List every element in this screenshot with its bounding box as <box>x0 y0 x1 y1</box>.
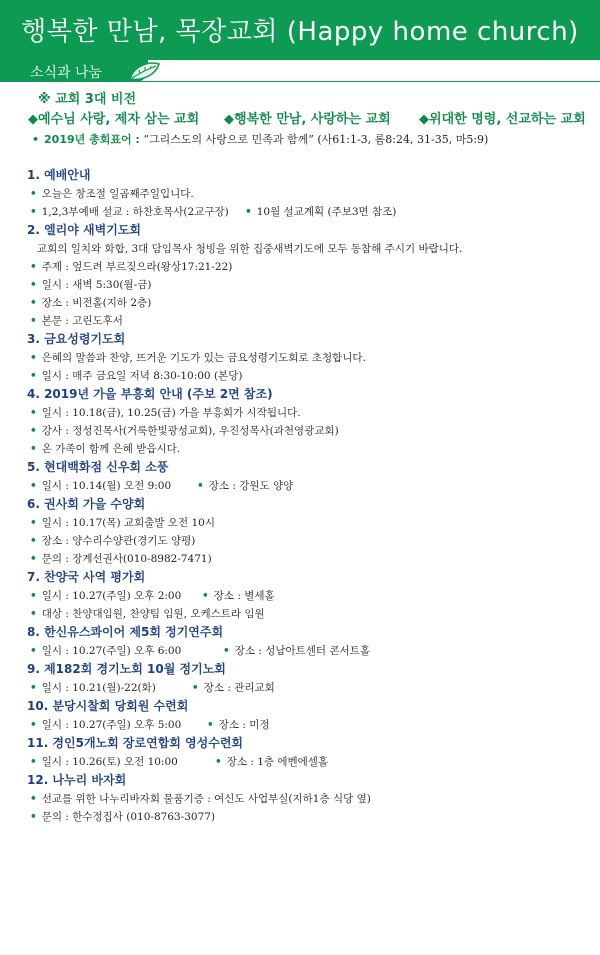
line-text: 일시 : 10.17(목) 교회출발 오전 10시 <box>41 517 215 529</box>
line-text: 문의 : 한수정집사 (010-8763-3077) <box>41 811 216 823</box>
section-title: 10. 분당시찰회 당회원 수련회 <box>27 699 189 713</box>
announcement-section <box>27 697 587 734</box>
tab-underline <box>0 81 600 82</box>
line-text: 은혜의 말씀과 찬양, 뜨거운 기도가 있는 금요성령기도회로 초청합니다. <box>41 352 366 364</box>
news-tab <box>0 60 166 82</box>
line-text: 장소 : 양수리수양관(경기도 양평) <box>41 535 196 547</box>
leaf-icon <box>126 61 162 82</box>
announcement-line <box>27 203 587 221</box>
line-text: 일시 : 10.27(주일) 오후 6:00 <box>41 645 182 657</box>
line-text: 장소 : 비전홀(지하 2층) <box>41 297 152 309</box>
announcement-section <box>27 771 587 826</box>
bullet-icon: • <box>30 206 37 218</box>
section-paragraph: 교회의 일치와 화합, 3대 담임목사 청빙을 위한 집중새벽기도에 모두 동참해 주시기 바랍니다. <box>37 243 463 255</box>
bullet-icon: • <box>30 352 37 364</box>
bullet-icon: • <box>30 682 37 694</box>
announcement-section <box>27 458 587 495</box>
bullet-icon: • <box>30 315 37 327</box>
line-text: 10월 설교계획 (주보3면 참조) <box>256 206 397 218</box>
bullet-icon: • <box>30 793 37 805</box>
announcements <box>27 166 587 826</box>
announcement-section <box>27 221 587 330</box>
bullet-icon: • <box>30 517 37 529</box>
announcement-line <box>27 587 587 605</box>
announcement-section <box>27 166 587 221</box>
vision-item: ◆위대한 명령, 선교하는 교회 <box>419 112 586 127</box>
bullet-icon: • <box>223 645 230 657</box>
motto-label: 2019년 총회표어 : <box>44 133 140 146</box>
announcement-section <box>27 385 587 458</box>
announcement-section <box>27 734 587 771</box>
bullet-icon: • <box>197 480 204 492</box>
announcement-section <box>27 568 587 623</box>
church-title: 행복한 만남, 목장교회 (Happy home church) <box>21 17 579 47</box>
line-text: 장소 : 관리교회 <box>203 682 275 694</box>
line-text: 장소 : 성남아트센터 콘서트홀 <box>234 645 370 657</box>
line-text: 장소 : 별세홀 <box>213 590 275 602</box>
line-text: 일시 : 10.21(월)-22(화) <box>41 682 156 694</box>
section-title: 5. 현대백화점 신우회 소풍 <box>27 460 169 474</box>
bullet-icon: • <box>30 261 37 273</box>
line-text-secondary <box>207 716 270 734</box>
section-title: 11. 경인5개노회 장로연합회 영성수련회 <box>27 736 244 750</box>
announcement-line <box>27 679 587 697</box>
announcement-line <box>27 185 587 203</box>
announcement-line <box>27 716 587 734</box>
line-text: 일시 : 10.27(주일) 오후 2:00 <box>41 590 182 602</box>
bullet-icon: • <box>30 553 37 565</box>
bullet-icon: • <box>215 756 222 768</box>
announcement-line <box>27 753 587 771</box>
line-text: 장소 : 1층 에벤에셀홀 <box>226 756 329 768</box>
line-text: 강사 : 정성진목사(거룩한빛광성교회), 우진성목사(과천영광교회) <box>41 425 339 437</box>
bullet-icon: • <box>202 590 209 602</box>
announcement-section <box>27 495 587 568</box>
announcement-section <box>27 660 587 697</box>
line-text: 1,2,3부예배 설교 : 하찬호목사(2교구장) <box>41 206 229 218</box>
announcement-line <box>27 294 587 312</box>
line-text: 온 가족이 함께 은혜 받읍시다. <box>41 443 181 455</box>
vision-item: ◆행복한 만남, 사랑하는 교회 <box>224 112 391 127</box>
motto-text: “그리스도의 사랑으로 민족과 함께” (사61:1-3, 롬8:24, 31-35, 마5:9) <box>143 133 489 146</box>
bullet-icon: • <box>245 206 252 218</box>
bullet-icon: • <box>30 719 37 731</box>
announcement-line <box>27 808 587 826</box>
bullet-icon: • <box>30 188 37 200</box>
line-text: 주제 : 엎드려 부르짖으라(왕상17:21-22) <box>41 261 233 273</box>
announcement-section <box>27 330 587 385</box>
bullet-icon: • <box>30 425 37 437</box>
bullet-icon: • <box>30 480 37 492</box>
announcement-line <box>27 605 587 623</box>
line-text: 선교를 위한 나누리바자회 물품기증 : 여신도 사업부실(지하1층 식당 옆) <box>41 793 371 805</box>
announcement-line <box>27 349 587 367</box>
announcement-line <box>27 440 587 458</box>
line-text-secondary <box>245 203 396 221</box>
line-text-secondary <box>215 753 328 771</box>
bullet-icon: • <box>30 407 37 419</box>
bullet-icon: • <box>30 370 37 382</box>
bullet-icon: • <box>30 811 37 823</box>
bullet-icon: • <box>30 608 37 620</box>
bullet-icon: • <box>30 756 37 768</box>
line-text: 일시 : 매주 금요일 저녁 8:30-10:00 (본당) <box>41 370 243 382</box>
announcement-line <box>27 514 587 532</box>
bullet-icon: • <box>32 133 40 146</box>
announcement-line <box>27 422 587 440</box>
line-text: 일시 : 10.14(월) 오전 9:00 <box>41 480 172 492</box>
announcement-section <box>27 623 587 660</box>
announcement-line <box>27 477 587 495</box>
line-text: 장소 : 강원도 양양 <box>208 480 294 492</box>
section-title: 6. 권사회 가을 수양회 <box>27 497 146 511</box>
bullet-icon: • <box>30 590 37 602</box>
section-title: 3. 금요성령기도회 <box>27 332 126 346</box>
section-title: 2. 엘리야 새벽기도회 <box>27 223 142 237</box>
assembly-motto <box>32 131 488 147</box>
line-text: 일시 : 10.26(토) 오전 10:00 <box>41 756 178 768</box>
line-text: 장소 : 미정 <box>218 719 270 731</box>
vision-item: ◆예수님 사랑, 제자 삼는 교회 <box>28 112 200 127</box>
announcement-line <box>27 404 587 422</box>
line-text-secondary <box>197 477 293 495</box>
section-title: 12. 나누리 바자회 <box>27 773 127 787</box>
section-title: 9. 제182회 경기노회 10월 정기노회 <box>27 662 226 676</box>
bullet-icon: • <box>207 719 214 731</box>
bullet-icon: • <box>30 279 37 291</box>
vision-row <box>28 108 588 128</box>
line-text: 문의 : 장계선권사(010-8982-7471) <box>41 553 212 565</box>
announcement-line <box>27 790 587 808</box>
announcement-line <box>27 258 587 276</box>
announcement-line <box>27 312 587 330</box>
line-text-secondary <box>192 679 275 697</box>
line-text: 대상 : 찬양대임원, 찬양팀 임원, 오케스트라 임원 <box>41 608 265 620</box>
bullet-icon: • <box>30 535 37 547</box>
announcement-line <box>27 642 587 660</box>
line-text: 일시 : 새벽 5:30(월-금) <box>41 279 152 291</box>
announcement-line <box>27 276 587 294</box>
line-text: 본문 : 고린도후서 <box>41 315 123 327</box>
line-text: 일시 : 10.27(주일) 오후 5:00 <box>41 719 182 731</box>
line-text: 오늘은 창조절 일곱째주일입니다. <box>41 188 194 200</box>
section-title: 8. 한신유스콰이어 제5회 정기연주회 <box>27 625 224 639</box>
section-title: 7. 찬양국 사역 평가회 <box>27 570 146 584</box>
section-title: 4. 2019년 가을 부흥회 안내 (주보 2면 참조) <box>27 387 273 401</box>
vision-title: ※ 교회 3대 비전 <box>38 92 137 107</box>
bullet-icon: • <box>30 443 37 455</box>
announcement-line <box>27 532 587 550</box>
section-title: 1. 예배안내 <box>27 168 91 182</box>
bullet-icon: • <box>30 297 37 309</box>
line-text: 일시 : 10.18(금), 10.25(금) 가을 부흥회가 시작됩니다. <box>41 407 301 419</box>
news-tab-label: 소식과 나눔 <box>30 65 103 81</box>
line-text-secondary <box>202 587 275 605</box>
bullet-icon: • <box>192 682 199 694</box>
header-banner <box>0 0 600 60</box>
bullet-icon: • <box>30 645 37 657</box>
announcement-line <box>27 367 587 385</box>
announcement-line <box>27 550 587 568</box>
line-text-secondary <box>223 642 370 660</box>
